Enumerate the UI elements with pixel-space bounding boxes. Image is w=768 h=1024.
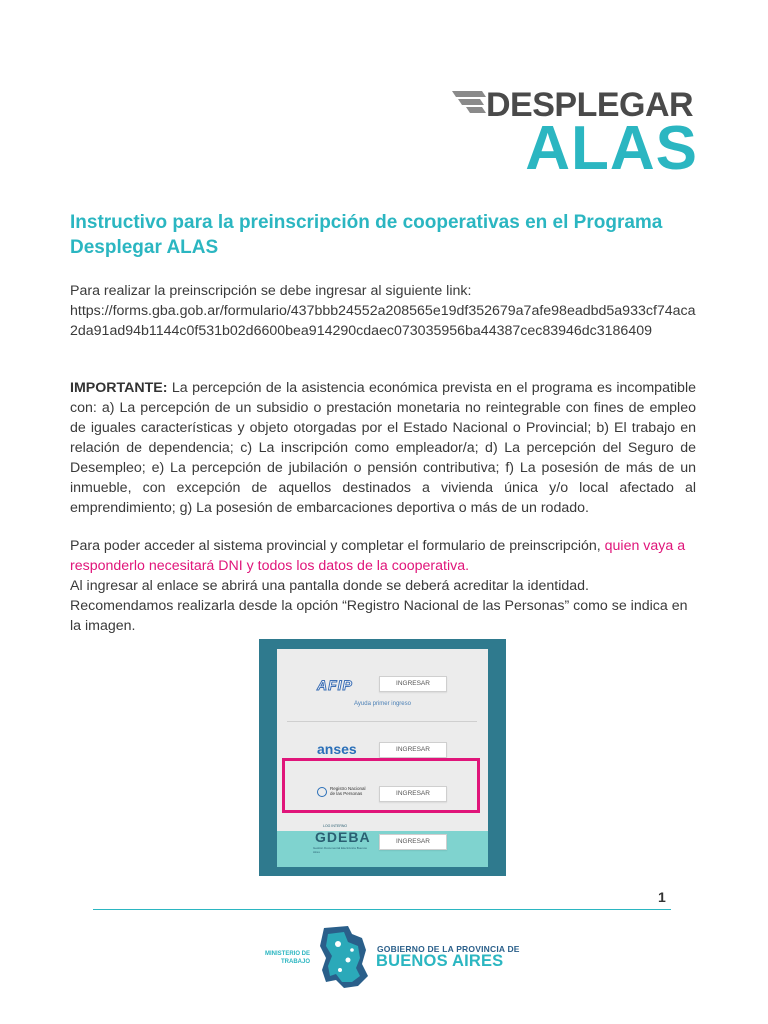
renaper-ingresar-button[interactable]: INGRESAR [379,786,447,802]
access-text-after: Al ingresar al enlace se abrirá una pantalla donde se deberá acreditar la identidad. Recomendamos realizarla desde la opción “Registro Nacional de las Personas” como se indica en la imagen. [70,578,688,634]
access-paragraph [70,536,696,636]
gdeba-ingresar-button[interactable]: INGRESAR [379,834,447,850]
access-text-before: Para poder acceder al sistema provincial y completar el formulario de preinscripción, [70,538,605,554]
link-intro: Para realizar la preinscripción se debe ingresar al siguiente link: [70,283,472,299]
afip-ingresar-button[interactable]: INGRESAR [379,676,447,692]
document-title: Instructivo para la preinscripción de cooperativas en el Programa Desplegar ALAS [70,212,663,258]
form-link[interactable]: https://forms.gba.gob.ar/formulario/437bbb24552a208565e19df352679a7afe98eadbd5a933cf74aca2da91ad94b1144c0f531b02d6600bea914290cdaec073035956ba44387cec83946dc3186409 [70,303,696,339]
renaper-label: Registro Nacional de las Personas [330,786,366,796]
anses-logo: anses [317,741,357,757]
important-text: La percepción de la asistencia económica prevista en el programa es incompatible con: a) La percepción de un subsidio o prestación monetaria no reintegrable con fines de empleo de iguales características y objeto otorgadas por el Estado Nacional o Provincial; b) El trabajo en relación de dependencia; c) La inscripción como empleador/a; d) La percepción del Seguro de Desempleo; e) La percepción de jubilación o pensión contributiva; f) La posesión de más de un inmueble, con excepción de aquellos destinados a vivienda única y/o local afectado al emprendimiento; g) La posesión de embarcaciones deportiva o más de un rodado. [70,380,696,516]
access-highlight: quien vaya a responderlo necesitará DNI y todos los datos de la cooperativa. [70,538,686,574]
gdeba-subtitle: Gestión Documental Electrónica Buenos Aires [313,846,367,854]
divider [287,721,477,722]
wing-icon [452,88,486,118]
page-number: 1 [658,889,666,905]
ministerio-label: MINISTERIO DE TRABAJO [264,951,310,965]
important-label: IMPORTANTE: [70,380,168,396]
gdeba-top-label: LOG INTERNO [323,824,348,828]
footer-rule [93,909,671,910]
afip-logo: AFIP [317,677,353,693]
important-paragraph [70,378,696,518]
renaper-highlight-frame [282,758,480,813]
help-link[interactable]: Ayuda primer ingreso [354,701,411,707]
gdeba-logo: GDEBA [315,829,371,845]
anses-ingresar-button[interactable]: INGRESAR [379,742,447,758]
logo-bottom-word: ALAS [525,114,698,183]
province-map-icon [318,924,370,990]
logo-top-word: DESPLEGAR [486,86,694,124]
gobierno-line2: BUENOS AIRES [376,952,504,970]
gobierno-line1: GOBIERNO DE LA PROVINCIA DE [377,944,520,954]
link-paragraph [70,281,696,341]
desplegar-alas-logo [452,86,702,186]
